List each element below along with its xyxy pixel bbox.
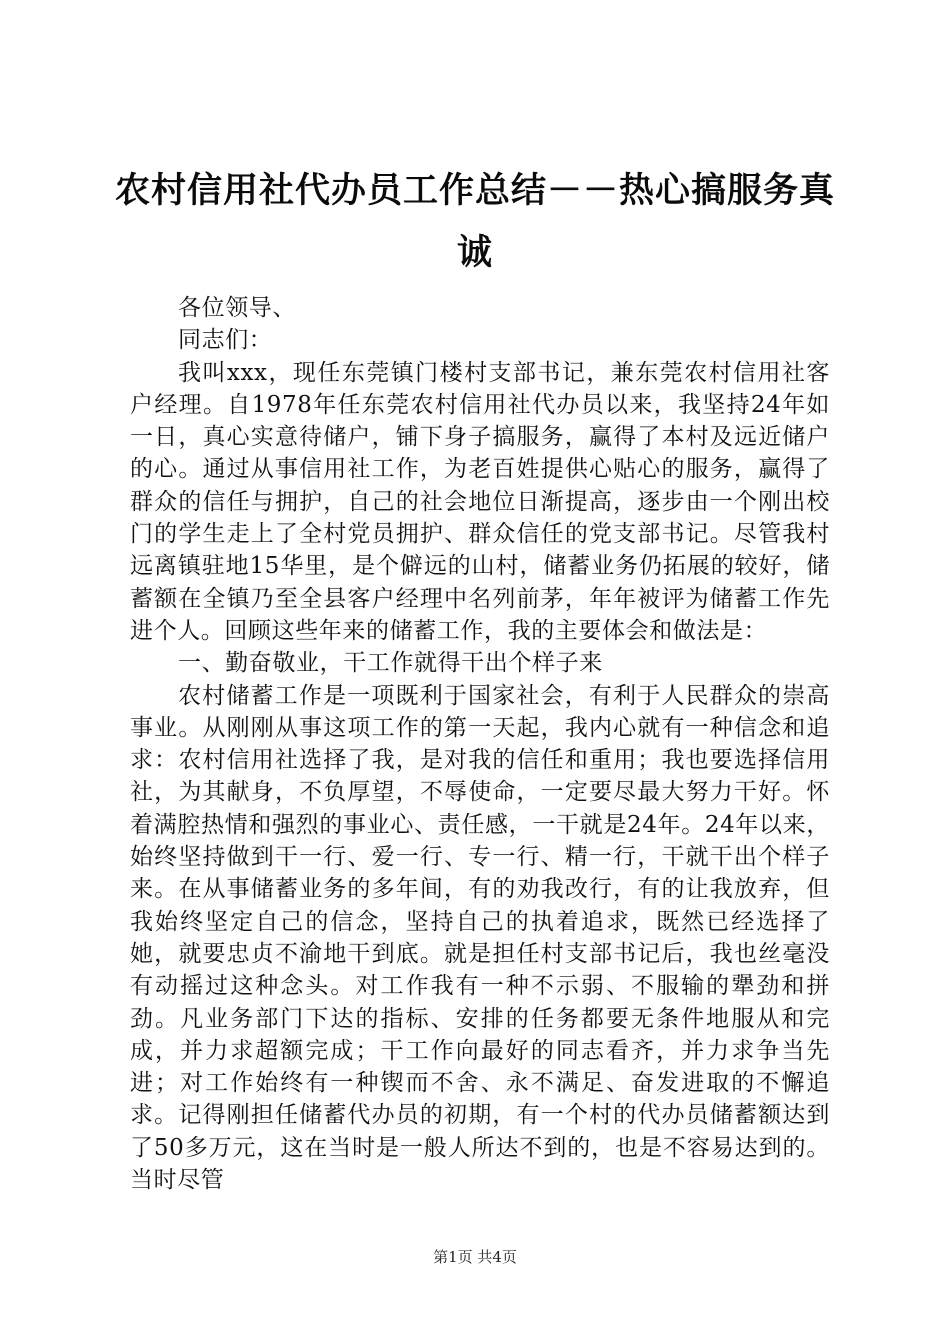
- document-body: [130, 292, 830, 1196]
- section-heading-1: 一、勤奋敬业，干工作就得干出个样子来: [178, 650, 603, 677]
- document-title: 农村信用社代办员工作总结－－热心搞服务真诚: [114, 171, 835, 273]
- section-1-paragraph: 农村储蓄工作是一项既利于国家社会，有利于人民群众的崇高事业。从刚刚从事这项工作的第一天起，我内心就有一种信念和追求：农村信用社选择了我，是对我的信任和重用；我也要选择信用社，为其献身，不负厚望，不辱使命，一定要尽最大努力干好。怀着满腔热情和强烈的事业心、责任感，一干就是24年。24年以来，始终坚持做到干一行、爱一行、专一行、精一行，干就干出个样子来。在从事储蓄业务的多年间，有的劝我改行，有的让我放弃，但我始终坚定自己的信念，坚持自己的执着追求，既然已经选择了她，就要忠贞不渝地干到底。就是担任村支部书记后，我也丝毫没有动摇过这种念头。对工作我有一种不示弱、不服输的犟劲和拼劲。凡业务部门下达的指标、安排的任务都要无条件地服从和完成，并力求超额完成；干工作向最好的同志看齐，并力求争当先进；对工作始终有一种锲而不舍、永不满足、奋发进取的不懈追求。记得刚担任储蓄代办员的初期，有一个村的代办员储蓄额达到了50多万元，这在当时是一般人所达不到的，也是不容易达到的。当时尽管: [130, 682, 830, 1194]
- salutation-comrades: 同志们：: [178, 327, 273, 354]
- salutation-leaders: 各位领导、: [178, 295, 296, 321]
- intro-paragraph: 我叫xxx，现任东莞镇门楼村支部书记，兼东莞农村信用社客户经理。自1978年任东莞农村信用社代办员以来，我坚持24年如一日，真心实意待储户，铺下身子搞服务，赢得了本村及远近储户的心。通过从事信用社工作，为老百姓提供心贴心的服务，赢得了群众的信任与拥护，自己的社会地位日渐提高，逐步由一个刚出校门的学生走上了全村党员拥护、群众信任的党支部书记。尽管我村远离镇驻地15华里，是个僻远的山村，储蓄业务仍拓展的较好，储蓄额在全镇乃至全县客户经理中名列前茅，年年被评为储蓄工作先进个人。回顾这些年来的储蓄工作，我的主要体会和做法是：: [130, 359, 830, 644]
- page-number: 第1页 共4页: [433, 1248, 517, 1266]
